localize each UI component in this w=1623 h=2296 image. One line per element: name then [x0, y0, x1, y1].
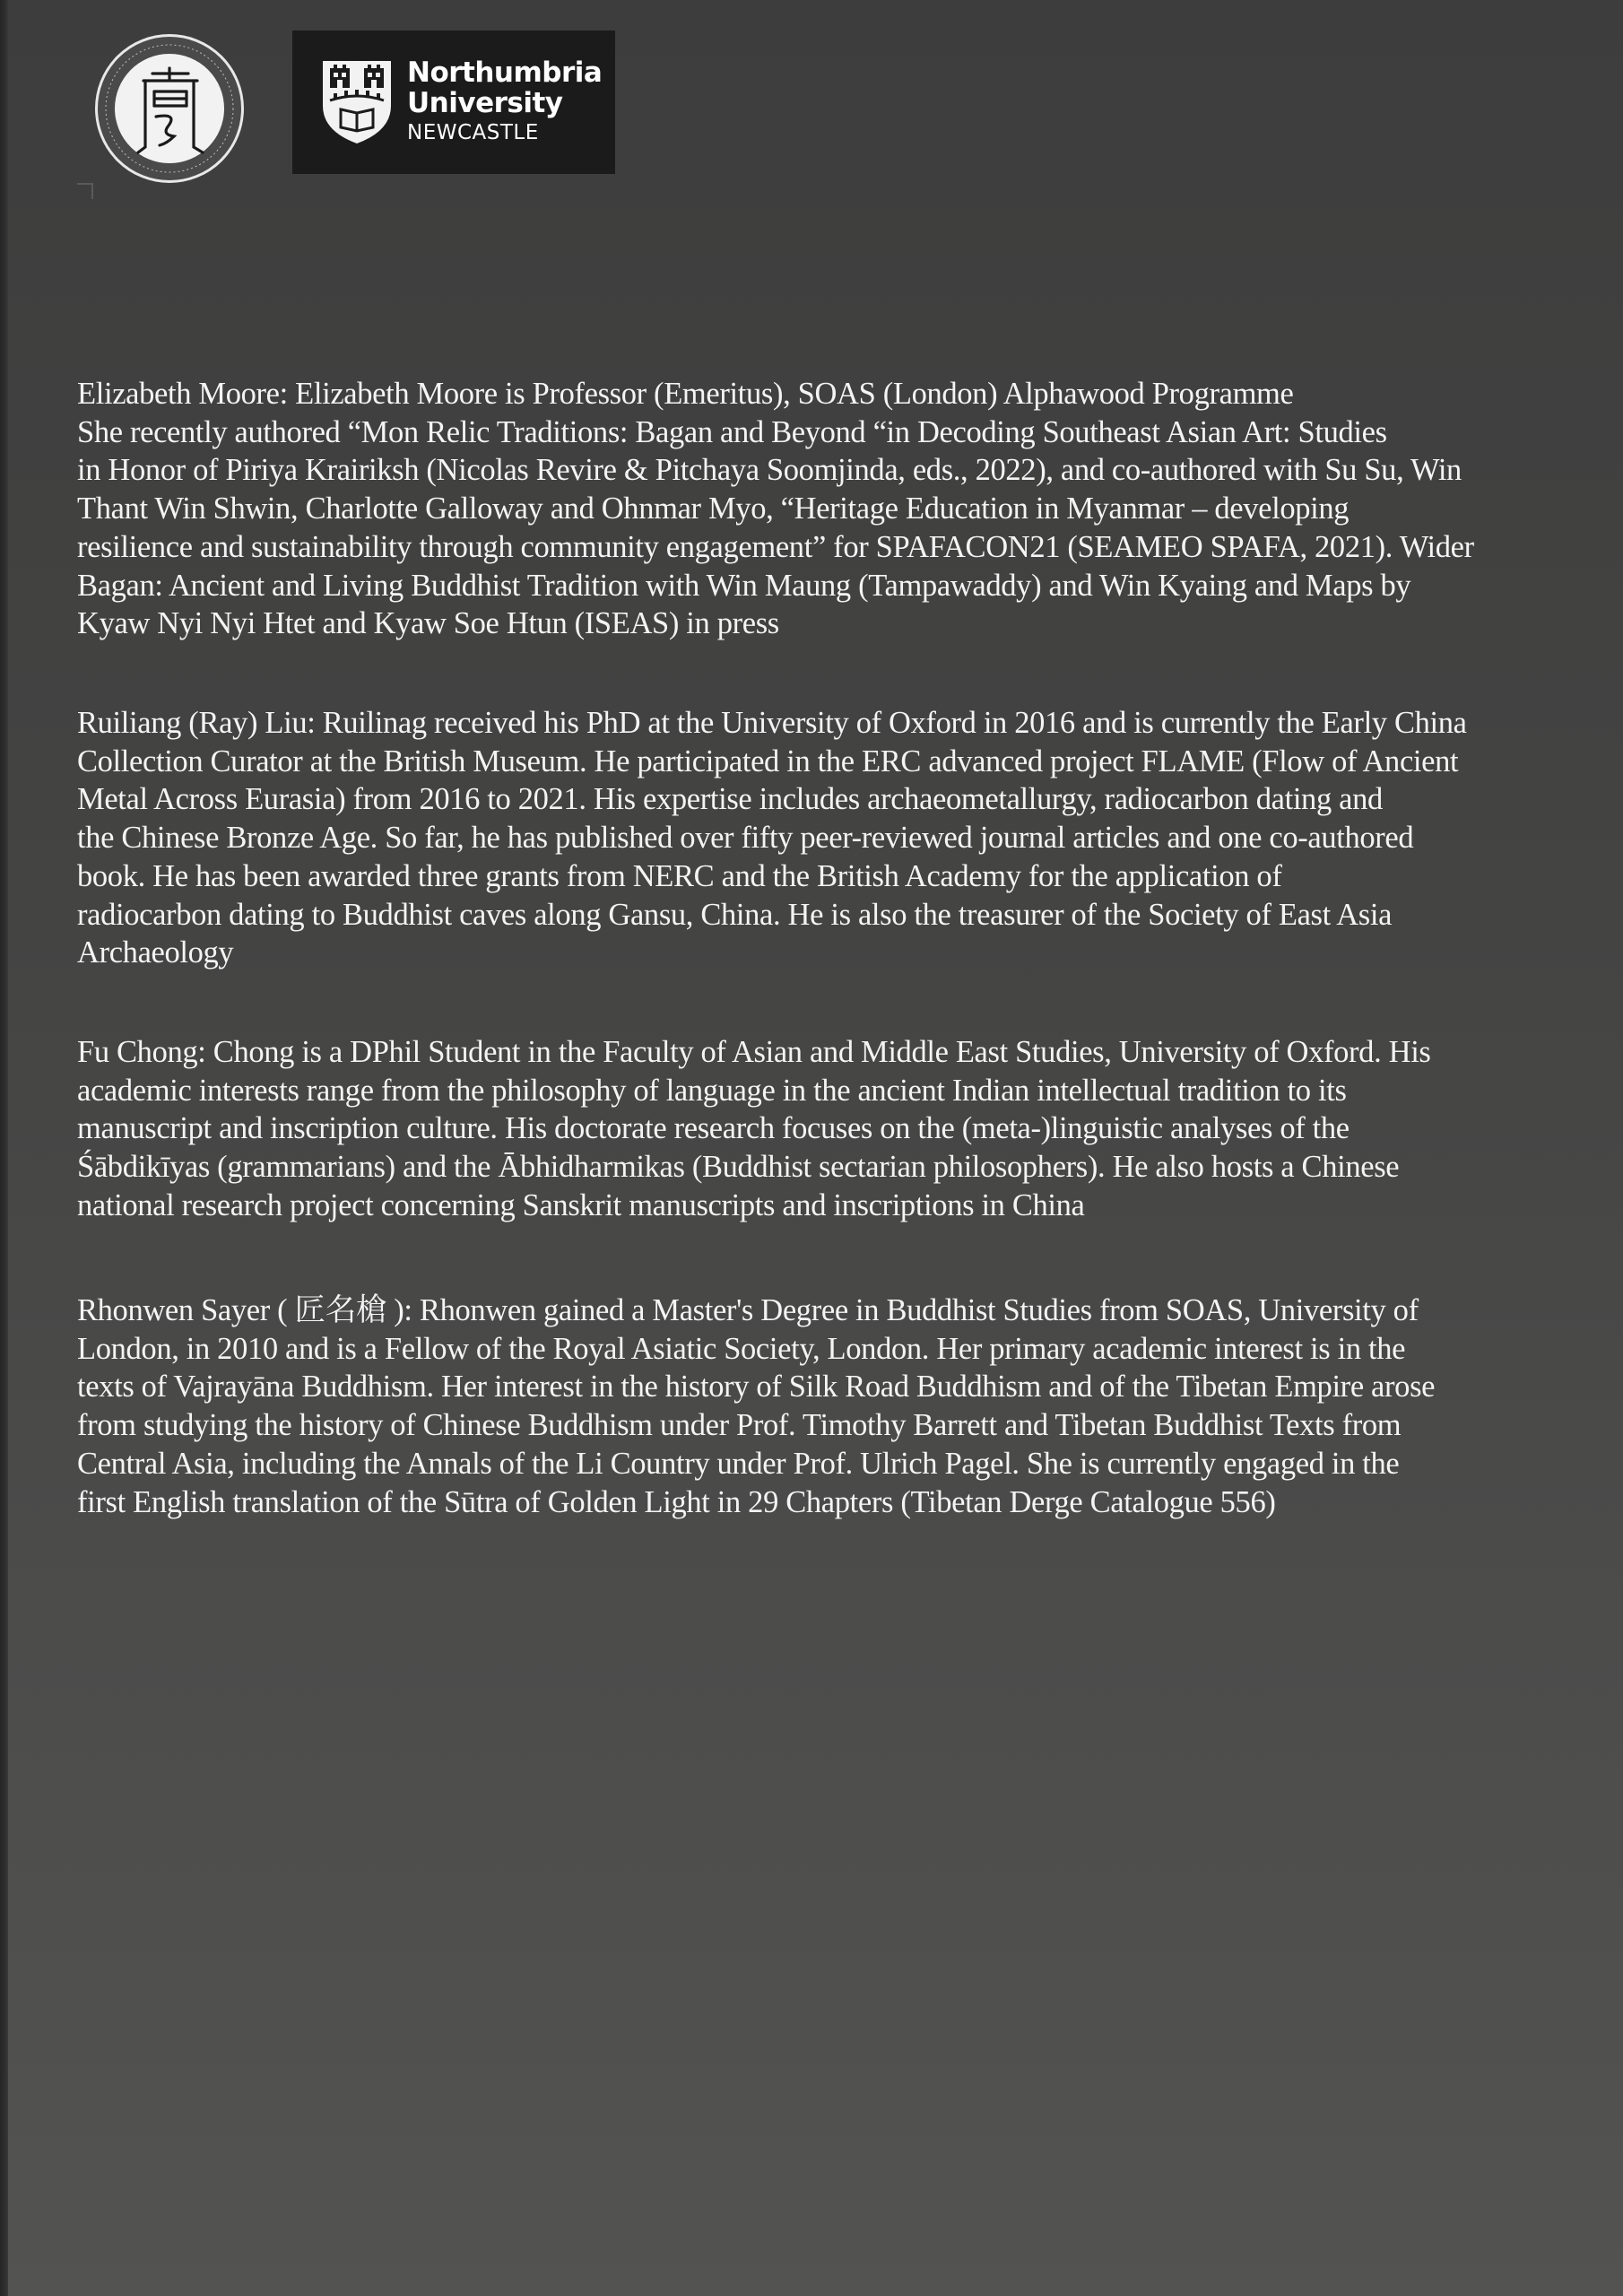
logo-line-university: University — [407, 87, 563, 119]
bio-line: from studying the history of Chinese Buddhism under Prof. Timothy Barrett and Tibetan Buddhist Texts from — [77, 1408, 1402, 1443]
bio-line: Central Asia, including the Annals of the Li Country under Prof. Ulrich Pagel. She is currently engaged in the — [77, 1446, 1400, 1481]
bio-line: Ruiliang (Ray) Liu: Ruilinag received his PhD at the University of Oxford in 2016 and is currently the Early China — [77, 706, 1467, 740]
bio-rhonwen-sayer — [77, 1292, 1619, 1521]
bio-line: in Honor of Piriya Krairiksh (Nicolas Revire & Pitchaya Soomjinda, eds., 2022), and co-authored with Su Su, Win — [77, 453, 1462, 488]
bio-line: Archaeology — [77, 935, 234, 970]
bio-line: the Chinese Bronze Age. So far, he has published over fifty peer-reviewed journal articles and one co-authored — [77, 821, 1414, 856]
bio-ruiliang-liu — [77, 704, 1619, 972]
bio-line: radiocarbon dating to Buddhist caves along Gansu, China. He is also the treasurer of the Society of East Asia — [77, 897, 1393, 932]
bio-line: book. He has been awarded three grants from NERC and the British Academy for the application of — [77, 858, 1282, 893]
bio-line: Thant Win Shwin, Charlotte Galloway and Ohnmar Myo, “Heritage Education in Myanmar – developing — [77, 491, 1350, 526]
bio-line: Metal Across Eurasia) from 2016 to 2021. His expertise includes archaeometallurgy, radiocarbon dating and — [77, 782, 1383, 817]
bio-line: Elizabeth Moore: Elizabeth Moore is Professor (Emeritus), SOAS (London) Alphawood Programme — [77, 377, 1294, 411]
bio-line: Śābdikīyas (grammarians) and the Ābhidharmikas (Buddhist sectarian philosophers). He also hosts a Chinese — [77, 1150, 1400, 1185]
bio-line: Fu Chong: Chong is a DPhil Student in the Faculty of Asian and Middle East Studies, University of Oxford. His — [77, 1035, 1431, 1069]
page-left-edge — [0, 0, 8, 2296]
crop-mark — [77, 183, 93, 199]
seal-inner-disc — [115, 54, 224, 163]
bio-fu-chong — [77, 1033, 1619, 1225]
bio-line: first English translation of the Sūtra of Golden Light in 29 Chapters (Tibetan Derge Catalogue 556) — [77, 1484, 1276, 1519]
bio-line: Bagan: Ancient and Living Buddhist Tradition with Win Maung (Tampawaddy) and Win Kyaing and Maps by — [77, 568, 1411, 603]
research-center-seal-logo — [95, 34, 244, 183]
seal-glyph-icon — [115, 54, 224, 163]
bio-line: She recently authored “Mon Relic Traditions: Bagan and Beyond “in Decoding Southeast Asian Art: Studies — [77, 414, 1387, 449]
northumbria-university-logo — [292, 30, 615, 174]
bio-line: academic interests range from the philosophy of language in the ancient Indian intellectual tradition to its — [77, 1073, 1347, 1108]
northumbria-wordmark — [407, 57, 602, 147]
bio-line: Collection Curator at the British Museum. He participated in the ERC advanced project FLAME (Flow of Ancient — [77, 744, 1459, 778]
bio-line: London, in 2010 and is a Fellow of the Royal Asiatic Society, London. Her primary academic interest is in the — [77, 1331, 1406, 1366]
bio-line: resilience and sustainability through community engagement” for SPAFACON21 (SEAMEO SPAFA, 2021). Wider — [77, 529, 1474, 564]
bio-line: texts of Vajrayāna Buddhism. Her interest in the history of Silk Road Buddhism and of the Tibetan Empire arose — [77, 1370, 1436, 1405]
bio-elizabeth-moore — [77, 375, 1619, 643]
castle-shield-icon — [321, 59, 393, 145]
logo-line-northumbria: Northumbria — [407, 57, 603, 89]
bio-line: national research project concerning Sanskrit manuscripts and inscriptions in China — [77, 1187, 1085, 1222]
bio-line: Rhonwen Sayer ( 匠名槍 ): Rhonwen gained a Master's Degree in Buddhist Studies from SOAS, University of — [77, 1293, 1419, 1327]
bio-line: Kyaw Nyi Nyi Htet and Kyaw Soe Htun (ISEAS) in press — [77, 606, 779, 641]
bio-line: manuscript and inscription culture. His doctorate research focuses on the (meta-)linguistic analyses of the — [77, 1111, 1350, 1146]
logo-line-newcastle: NEWCASTLE — [407, 121, 539, 144]
